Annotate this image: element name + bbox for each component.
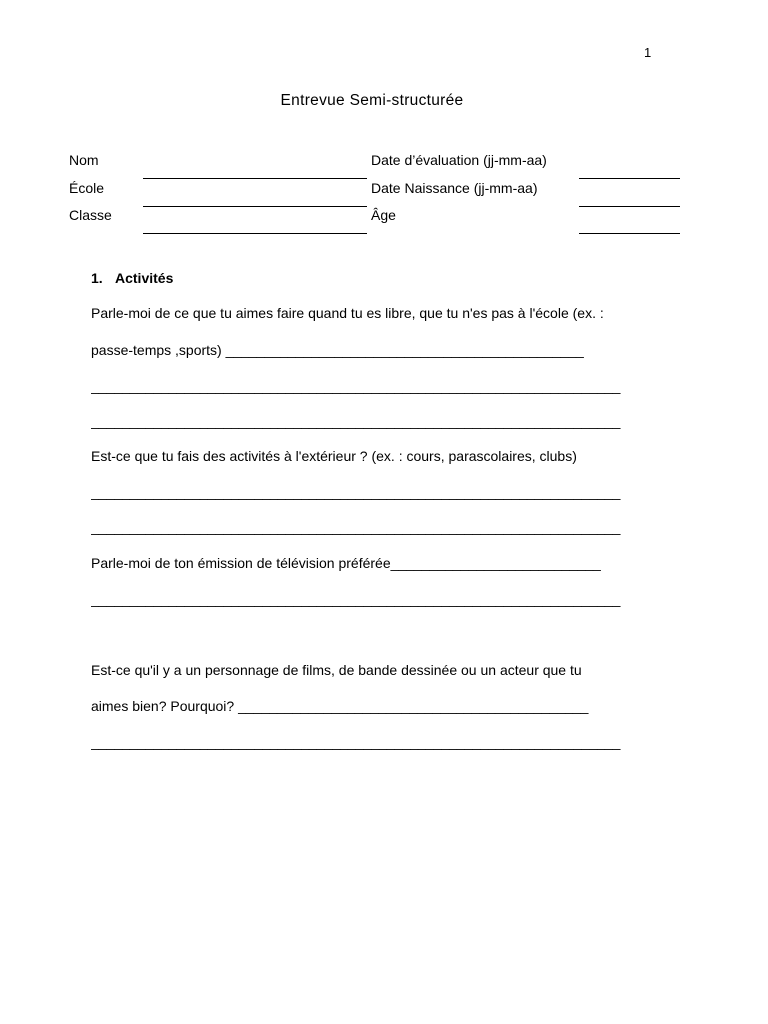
field-line-ecole[interactable] [143,206,367,207]
field-line-classe[interactable] [143,233,367,234]
page-number: 1 [644,45,652,60]
answer-line[interactable]: ____________________________________________________________________ [91,413,621,429]
field-line-date-evaluation[interactable] [579,178,680,179]
field-label-age: Âge [371,207,396,223]
answer-line[interactable]: ____________________________________________________________________ [91,734,621,750]
field-line-nom[interactable] [143,178,367,179]
section-title: Activités [115,270,174,286]
field-line-age[interactable] [579,233,680,234]
field-label-classe: Classe [69,207,112,223]
question-4-line-1: Est-ce qu'il y a un personnage de films, de bande dessinée ou un acteur que tu [91,662,582,678]
answer-line[interactable]: ____________________________________________________________________ [91,519,621,535]
question-1-line-2[interactable]: passe-temps ,sports) ______________________________________________ [91,342,584,358]
field-label-ecole: École [69,180,105,196]
section-number: 1. [91,270,103,286]
answer-line[interactable]: ____________________________________________________________________ [91,484,621,500]
answer-line[interactable]: ____________________________________________________________________ [91,378,621,394]
field-label-nom: Nom [69,152,99,168]
page-title: Entrevue Semi-structurée [280,92,464,109]
answer-line[interactable]: ____________________________________________________________________ [91,591,621,607]
question-2: Est-ce que tu fais des activités à l'extérieur ? (ex. : cours, parascolaires, clubs) [91,448,577,464]
question-3[interactable]: Parle-moi de ton émission de télévision préférée___________________________ [91,555,601,571]
field-line-date-naissance[interactable] [579,206,680,207]
field-label-date-naissance: Date Naissance (jj-mm-aa) [371,180,538,196]
field-label-date-evaluation: Date d’évaluation (jj-mm-aa) [371,152,547,168]
question-4-line-2[interactable]: aimes bien? Pourquoi? _____________________________________________ [91,698,589,714]
section-heading [91,270,173,286]
question-1-line-1: Parle-moi de ce que tu aimes faire quand tu es libre, que tu n'es pas à l'école (ex. : [91,305,604,321]
